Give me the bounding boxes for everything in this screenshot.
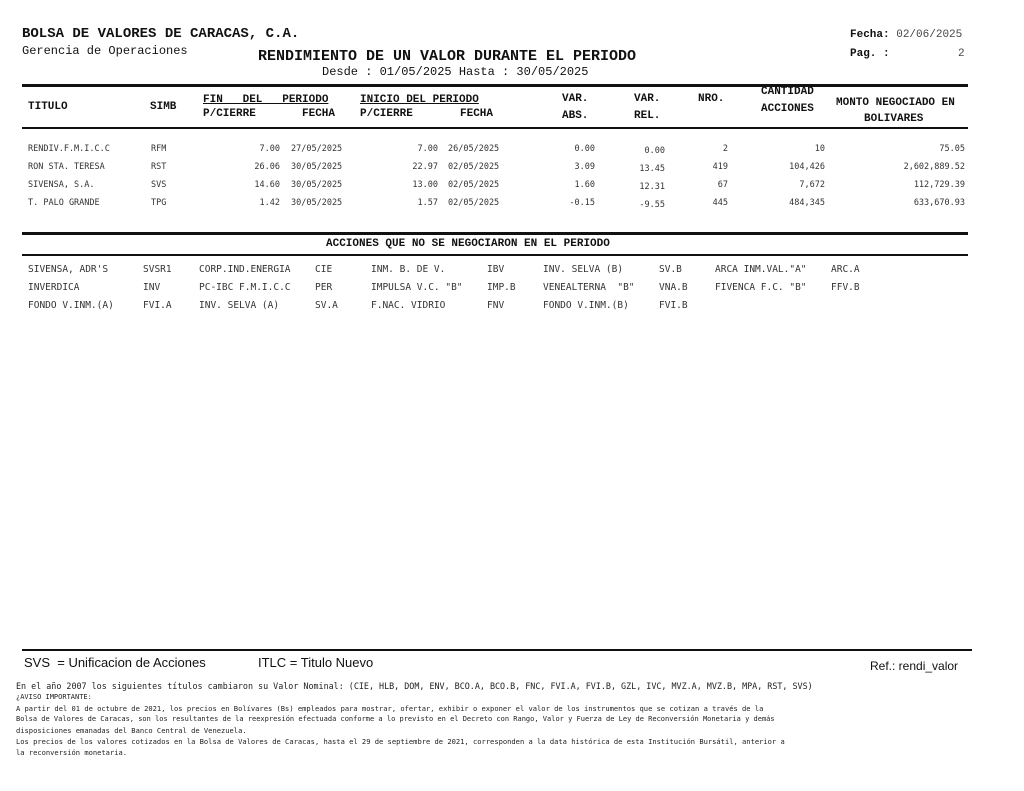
date-range: Desde : 01/05/2025 Hasta : 30/05/2025 xyxy=(322,65,589,79)
not-traded-name: INV. SELVA (B) xyxy=(543,264,624,275)
cell-fin-cierre: 7.00 xyxy=(259,144,280,154)
cell-ini-fecha: 02/05/2025 xyxy=(448,180,500,190)
cell-monto: 633,670.93 xyxy=(913,198,965,208)
not-traded-name: ARCA INM.VAL."A" xyxy=(715,264,807,275)
cell-ini-fecha: 26/05/2025 xyxy=(448,144,500,154)
not-traded-name: F.NAC. VIDRIO xyxy=(371,300,446,311)
cell-ini-fecha: 02/05/2025 xyxy=(448,198,500,208)
cell-cantidad: 484,345 xyxy=(789,198,825,208)
not-traded-symbol: PER xyxy=(315,282,333,293)
not-traded-name: INVERDICA xyxy=(28,282,80,293)
cell-var-abs: -0.15 xyxy=(569,198,595,208)
col-fin-del-periodo: FIN DEL PERIODO xyxy=(203,94,329,106)
not-traded-name: SIVENSA, ADR'S xyxy=(28,264,109,275)
col-monto: MONTO NEGOCIADO EN xyxy=(836,97,955,109)
col-var-abs-top: VAR. xyxy=(562,93,589,105)
cell-var-rel: -9.55 xyxy=(639,200,665,210)
not-traded-symbol: CIE xyxy=(315,264,333,275)
department-name: Gerencia de Operaciones xyxy=(22,44,188,58)
section-title: ACCIONES QUE NO SE NEGOCIARON EN EL PERIODO xyxy=(326,238,610,250)
not-traded-name: INV. SELVA (A) xyxy=(199,300,280,311)
footer-note-line: En el año 2007 los siguientes títulos cambiaron su Valor Nominal: (CIE, HLB, DOM, ENV, BCO.A, BCO.B, FNC, FVI.A, FVI.B, GZL, IVC, MVZ.A, MVZ.B, MPA, RST, SVS) xyxy=(16,681,813,691)
not-traded-symbol: SVSR1 xyxy=(143,264,172,275)
cell-titulo: T. PALO GRANDE xyxy=(28,198,100,208)
cell-cantidad: 104,426 xyxy=(789,162,825,172)
cell-simb: SVS xyxy=(151,180,167,190)
not-traded-symbol: INV xyxy=(143,282,161,293)
col-fin-fecha: FECHA xyxy=(302,108,336,120)
fecha-label: Fecha: xyxy=(850,29,890,41)
footer-rule xyxy=(22,649,972,651)
fecha-value: 02/06/2025 xyxy=(896,29,963,41)
cell-titulo: RENDIV.F.M.I.C.C xyxy=(28,144,110,154)
col-fin-pcierre: P/CIERRE xyxy=(203,108,256,120)
cell-monto: 112,729.39 xyxy=(913,180,965,190)
col-simb: SIMB xyxy=(150,101,177,113)
cell-fin-fecha: 27/05/2025 xyxy=(291,144,343,154)
legend-svs: SVS = Unificacion de Acciones xyxy=(24,655,206,670)
cell-fin-fecha: 30/05/2025 xyxy=(291,162,343,172)
cell-fin-cierre: 1.42 xyxy=(259,198,280,208)
col-nro: NRO. xyxy=(698,93,725,105)
not-traded-name: IMPULSA V.C. "B" xyxy=(371,282,463,293)
not-traded-name: INM. B. DE V. xyxy=(371,264,446,275)
cell-monto: 2,602,889.52 xyxy=(903,162,965,172)
cell-titulo: RON STA. TERESA xyxy=(28,162,105,172)
not-traded-name: CORP.IND.ENERGIA xyxy=(199,264,291,275)
cell-simb: RST xyxy=(151,162,167,172)
cell-nro: 445 xyxy=(712,198,728,208)
col-bolivares: BOLIVARES xyxy=(864,113,924,125)
not-traded-name: PC-IBC F.M.I.C.C xyxy=(199,282,291,293)
cell-titulo: SIVENSA, S.A. xyxy=(28,180,95,190)
not-traded-symbol: FFV.B xyxy=(831,282,860,293)
cell-nro: 419 xyxy=(712,162,728,172)
footer-note-line: disposiciones emanadas del Banco Central de Venezuela. xyxy=(16,726,247,735)
cell-var-rel: 13.45 xyxy=(639,164,665,174)
footer-note-line: la reconversión monetaria. xyxy=(16,748,128,757)
not-traded-name: FONDO V.INM.(B) xyxy=(543,300,629,311)
table-header-rule xyxy=(22,127,968,129)
legend-itlc: ITLC = Titulo Nuevo xyxy=(258,655,374,670)
col-var-rel-bottom: REL. xyxy=(634,110,661,122)
cell-var-abs: 1.60 xyxy=(574,180,595,190)
col-acciones: ACCIONES xyxy=(761,103,814,115)
cell-ini-cierre: 1.57 xyxy=(417,198,438,208)
col-var-abs-bottom: ABS. xyxy=(562,110,589,122)
report-ref: Ref.: rendi_valor xyxy=(870,659,959,673)
footer-note-line: ¿AVISO IMPORTANTE: xyxy=(16,693,92,701)
col-var-rel-top: VAR. xyxy=(634,93,661,105)
cell-ini-cierre: 13.00 xyxy=(412,180,438,190)
not-traded-name: FIVENCA F.C. "B" xyxy=(715,282,807,293)
cell-nro: 67 xyxy=(717,180,728,190)
col-ini-fecha: FECHA xyxy=(460,108,494,120)
cell-fin-fecha: 30/05/2025 xyxy=(291,180,343,190)
not-traded-symbol: ARC.A xyxy=(831,264,860,275)
footer-note-line: Los precios de los valores cotizados en la Bolsa de Valores de Caracas, hasta el 29 de septiembre de 2021, corresponden a la data histórica de esta Institución Bursátil, anterior a xyxy=(16,737,785,746)
cell-nro: 2 xyxy=(722,144,728,154)
cell-simb: RFM xyxy=(151,144,167,154)
not-traded-name: VENEALTERNA "B" xyxy=(543,282,635,293)
footer-note-line: A partir del 01 de octubre de 2021, los precios en Bolívares (Bs) empleados para mostrar, ofertar, exhibir o exponer el valor de los instrumentos que se cotizan a través de la xyxy=(16,704,764,713)
not-traded-name: FONDO V.INM.(A) xyxy=(28,300,114,311)
footer-note-line: Bolsa de Valores de Caracas, son los resultantes de la reexpresión efectuada conforme a lo previsto en el Decreto con Rango, Valor y Fuerza de Ley de Reconversión Monetaria y demás xyxy=(16,715,775,723)
col-inicio-del-periodo: INICIO DEL PERIODO xyxy=(360,94,479,106)
cell-ini-cierre: 7.00 xyxy=(417,144,438,154)
cell-var-rel: 12.31 xyxy=(639,182,665,192)
section-top-rule xyxy=(22,232,968,235)
table-top-rule xyxy=(22,84,968,87)
fecha-field xyxy=(850,27,962,41)
not-traded-symbol: VNA.B xyxy=(659,282,688,293)
page-number: 2 xyxy=(958,48,965,60)
cell-fin-cierre: 26.06 xyxy=(254,162,280,172)
not-traded-symbol: SV.A xyxy=(315,300,338,311)
section-bottom-rule xyxy=(22,254,968,256)
not-traded-symbol: FVI.A xyxy=(143,300,172,311)
cell-cantidad: 7,672 xyxy=(799,180,825,190)
cell-var-abs: 0.00 xyxy=(574,144,595,154)
not-traded-symbol: FVI.B xyxy=(659,300,688,311)
report-title: RENDIMIENTO DE UN VALOR DURANTE EL PERIODO xyxy=(258,48,637,65)
not-traded-symbol: FNV xyxy=(487,300,505,311)
cell-simb: TPG xyxy=(151,198,167,208)
col-cantidad: CANTIDAD xyxy=(761,86,814,98)
not-traded-symbol: SV.B xyxy=(659,264,682,275)
page-label: Pag. : xyxy=(850,48,890,60)
cell-cantidad: 10 xyxy=(814,144,825,154)
company-name: BOLSA DE VALORES DE CARACAS, C.A. xyxy=(22,26,300,42)
cell-ini-fecha: 02/05/2025 xyxy=(448,162,500,172)
cell-monto: 75.05 xyxy=(939,144,965,154)
cell-var-abs: 3.09 xyxy=(574,162,595,172)
cell-fin-cierre: 14.60 xyxy=(254,180,280,190)
not-traded-symbol: IMP.B xyxy=(487,282,516,293)
cell-fin-fecha: 30/05/2025 xyxy=(291,198,343,208)
not-traded-symbol: IBV xyxy=(487,264,505,275)
cell-var-rel: 0.00 xyxy=(644,146,665,156)
col-titulo: TITULO xyxy=(28,101,68,113)
cell-ini-cierre: 22.97 xyxy=(412,162,438,172)
col-ini-pcierre: P/CIERRE xyxy=(360,108,413,120)
